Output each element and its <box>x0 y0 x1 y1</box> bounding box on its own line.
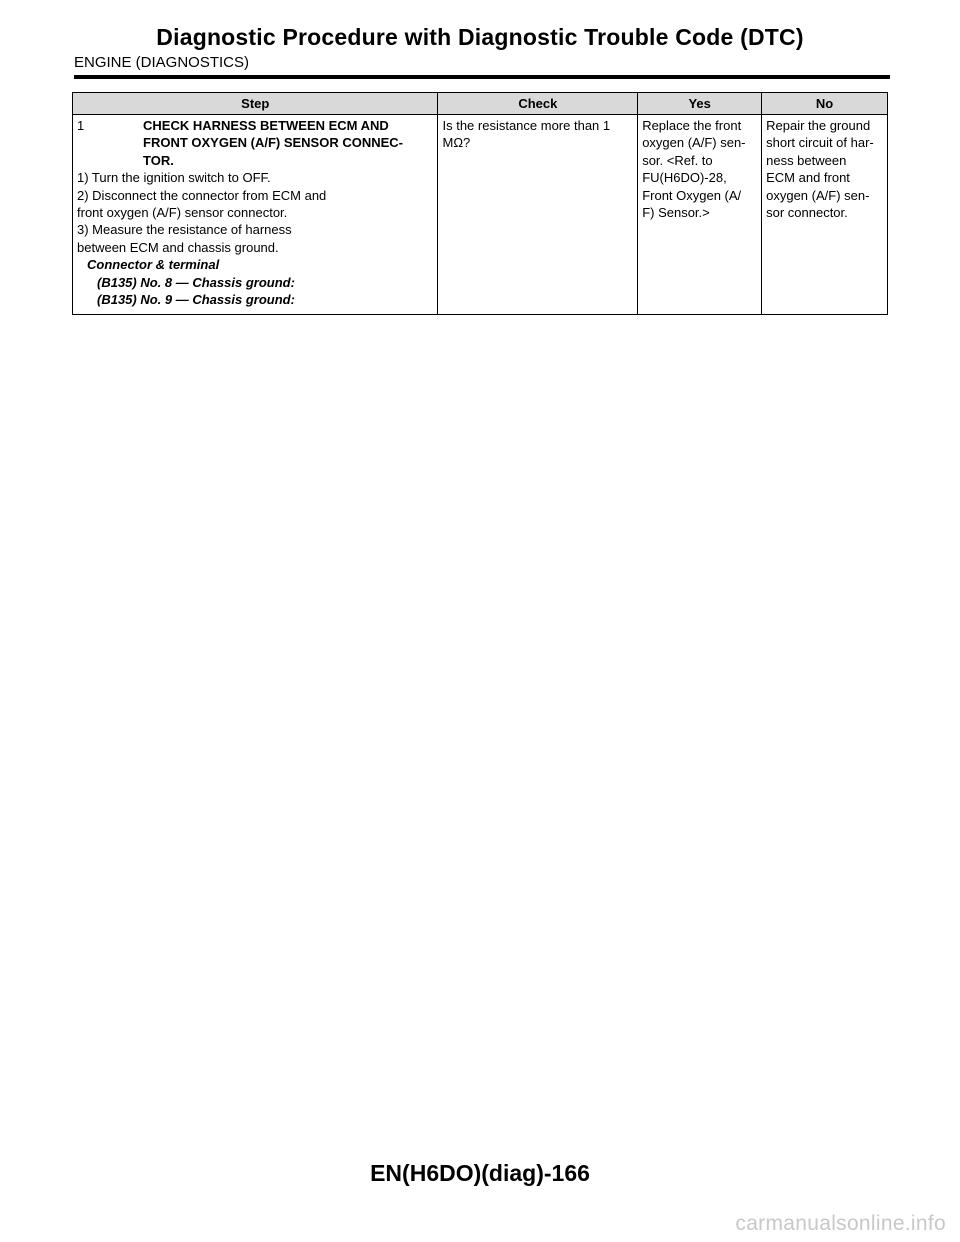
reference-link[interactable]: Front Oxygen (A/ <box>642 187 742 203</box>
step-title: CHECK HARNESS BETWEEN ECM AND FRONT OXYGEN (A/F) SENSOR CONNEC- TOR. <box>143 118 404 168</box>
reference-link[interactable]: F) Sensor.> <box>642 205 710 221</box>
step-cell <box>73 115 438 315</box>
table-row <box>73 115 888 315</box>
page-title: Diagnostic Procedure with Diagnostic Trouble Code (DTC) <box>156 24 804 50</box>
yes-cell: Replace the front oxygen (A/F) sen- sor. <Ref. to FU(H6DO)-28, Front Oxygen (A/ F) Sensor.> <box>638 115 762 315</box>
diagnostic-procedure-table <box>72 92 888 315</box>
check-cell: Is the resistance more than 1 MΩ? <box>438 115 638 315</box>
table-header-row <box>73 93 888 115</box>
step-number: 1 <box>77 118 85 133</box>
page-number: EN(H6DO)(diag)-166 <box>370 1160 590 1186</box>
terminal-spec: (B135) No. 8 — Chassis ground: <box>97 274 295 290</box>
section-label: ENGINE (DIAGNOSTICS) <box>74 54 250 71</box>
column-header-step: Step <box>73 93 438 115</box>
column-header-check: Check <box>438 93 638 115</box>
reference-link[interactable]: sor. <Ref. to <box>642 152 713 168</box>
no-cell: Repair the ground short circuit of har- ness between ECM and front oxygen (A/F) sen- sor connector. <box>762 115 888 315</box>
connector-heading: Connector & terminal <box>87 257 220 273</box>
header-divider <box>74 75 890 79</box>
reference-link[interactable]: FU(H6DO)-28, <box>642 170 727 186</box>
step-instructions: 1) Turn the ignition switch to OFF. 2) Disconnect the connector from ECM and front oxygen (A/F) sensor connector. 3) Measure the resistance of harness between ECM and chassis ground. Connector & terminal (B135) No. 8 — Chassis ground: (B135) No. 9 — Chassis ground: <box>77 169 433 308</box>
terminal-spec: (B135) No. 9 — Chassis ground: <box>97 292 295 308</box>
column-header-yes: Yes <box>638 93 762 115</box>
column-header-no: No <box>762 93 888 115</box>
watermark: carmanualsonline.info <box>735 1212 946 1235</box>
